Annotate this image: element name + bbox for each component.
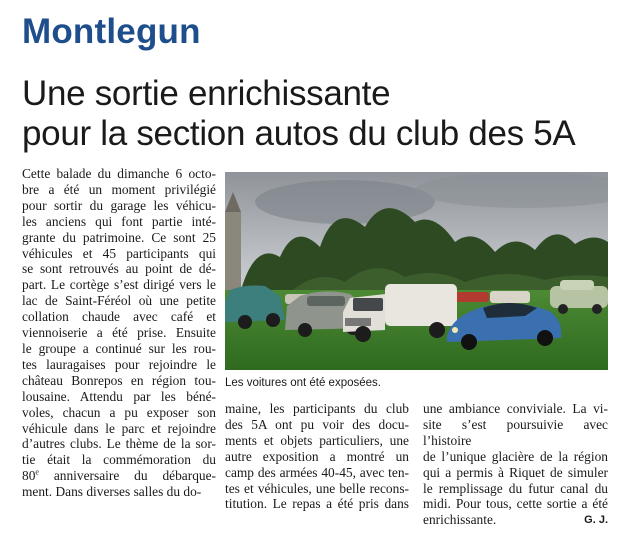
article-column-3 — [423, 401, 608, 529]
text-line: collation chaude avec café et — [22, 309, 216, 325]
text-line: grante du patrimoine. Ce sont 25 — [22, 229, 216, 245]
text-line: titution. Le repas a été pris dans — [225, 496, 409, 512]
text-line: le remplissage du futur canal du — [423, 480, 608, 496]
text-line: ments et objets particuliers, une — [225, 432, 409, 448]
anniversary-sup: e — [35, 467, 39, 477]
text-line: les anciens qui font partie inté- — [22, 213, 216, 229]
text-line: se sont retrouvés au point de dé- — [22, 261, 216, 277]
article-column-2 — [225, 401, 409, 512]
text-line: bre a été un moment privilégié — [22, 181, 216, 197]
text-line: tes lauragaises pour rejoindre le — [22, 356, 216, 372]
text-line: voles, chacun a pu exposer son — [22, 404, 216, 420]
text-line: château Bonrepos en région tou- — [22, 372, 216, 388]
text-line: véhicule dans le parc et rejoindre — [22, 420, 216, 436]
text-line: une ambiance conviviale. La vi- — [423, 401, 608, 416]
text-line: midi. Pour tous, cette sortie a été — [423, 496, 608, 512]
headline-line-2: pour la section autos du club des 5A — [22, 114, 576, 153]
headline-line-1: Une sortie enrichissante — [22, 74, 391, 113]
text-line: lousaine. Attendu par les béné- — [22, 388, 216, 404]
text-line: viennoiserie a été prise. Ensuite — [22, 325, 216, 341]
headline — [22, 74, 632, 154]
location-kicker: Montlegun — [22, 12, 201, 51]
text-line: autre exposition a montré un — [225, 448, 409, 464]
article-column-1 — [22, 166, 216, 500]
text-line: site s’est poursuivie avec l’histoire — [423, 416, 608, 448]
text-line: d’autres clubs. Le thème de la sor- — [22, 436, 216, 452]
col3-last-text: enrichissante. — [423, 512, 497, 528]
text-line: tie était la commémoration du — [22, 452, 216, 468]
text-line: véhicules et 45 participants qui — [22, 245, 216, 261]
photo-caption: Les voitures ont été exposées. — [225, 377, 381, 389]
text-line: lac de Saint-Féréol où une petite — [22, 293, 216, 309]
text-line: pour sortir du garage les véhicu- — [22, 197, 216, 213]
col1-line-last: ment. Dans diverses salles du do- — [22, 484, 202, 500]
text-line: de l’unique glacière de la région — [423, 448, 608, 464]
text-line: le groupe a continué sur les rou- — [22, 340, 216, 356]
text-line: tes et véhicules, une belle recons- — [225, 480, 409, 496]
text-line: Cette balade du dimanche 6 octo- — [22, 166, 216, 181]
article-photo — [225, 172, 608, 370]
text-line: qui a permis à Riquet de simuler — [423, 464, 608, 480]
col3-line-last — [423, 512, 608, 528]
col1-line-anniversary — [22, 468, 216, 484]
text-line: part. Le cortège s’est dirigé vers le — [22, 277, 216, 293]
text-line: des 5A ont pu voir des docu- — [225, 416, 409, 432]
text-line: maine, les participants du club — [225, 401, 409, 416]
col3-lines — [423, 401, 608, 512]
anniversary-number: 80 — [22, 468, 36, 484]
text-line: camp des armées 40-45, avec ten- — [225, 464, 409, 480]
anniversary-rest: anniversaire du débarque- — [38, 468, 216, 484]
col1-lines — [22, 166, 216, 468]
classic-cars-photo — [225, 172, 608, 370]
author-signature: G. J. — [584, 514, 608, 527]
